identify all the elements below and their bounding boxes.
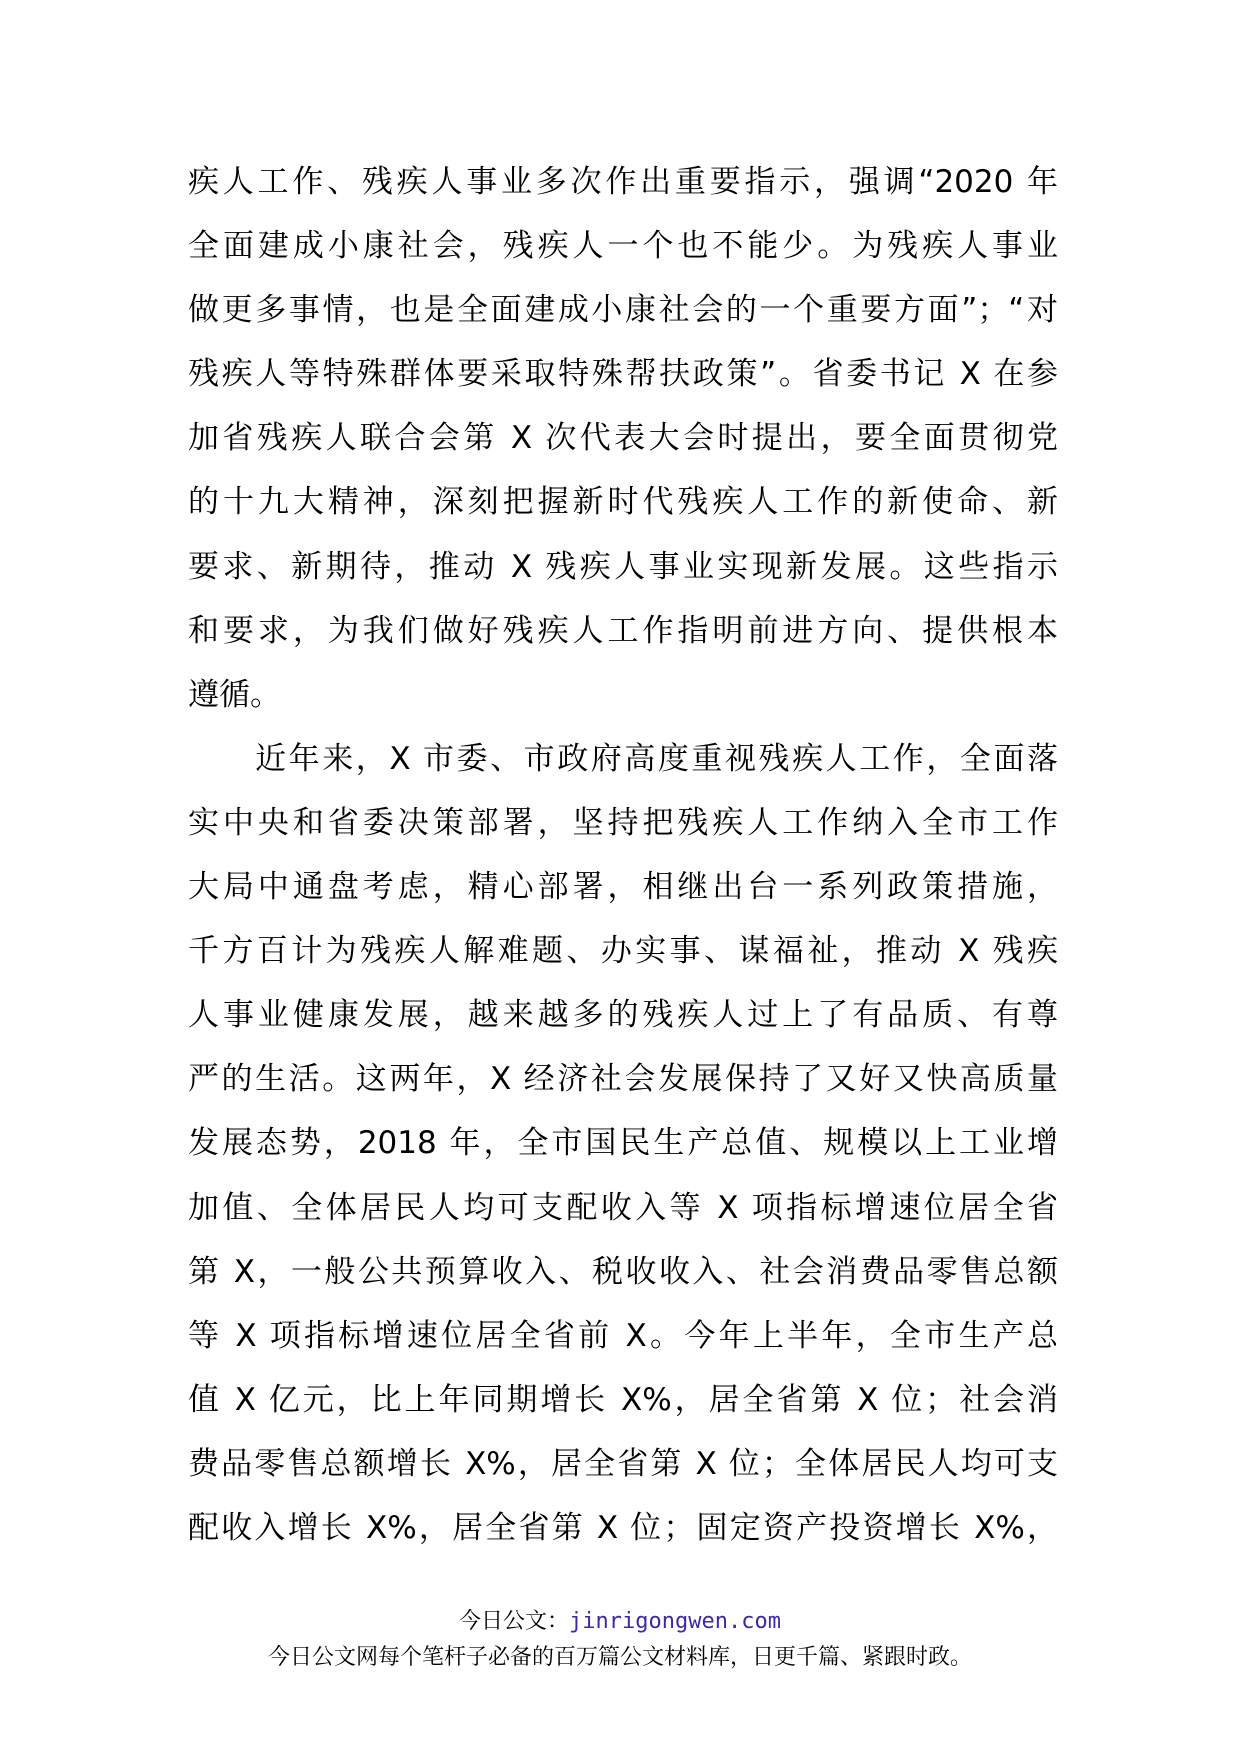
text-line: 第 X，一般公共预算收入、税收收入、社会消费品零售总额 bbox=[188, 1253, 1058, 1290]
footer-label: 今日公文： bbox=[459, 1609, 570, 1634]
footer-slogan: 今日公文网每个笔杆子必备的百万篇公文材料库，日更千篇、紧跟时政。 bbox=[267, 1645, 972, 1670]
paragraph-1 bbox=[188, 150, 1058, 727]
paragraph-2 bbox=[188, 727, 1058, 1560]
text-line: 大局中通盘考虑，精心部署，相继出台一系列政策措施， bbox=[188, 869, 1058, 906]
text-line: 全面建成小康社会，残疾人一个也不能少。为残疾人事业 bbox=[188, 228, 1058, 265]
document-body bbox=[188, 150, 1058, 1560]
text-line: 配收入增长 X%，居全省第 X 位；固定资产投资增长 X%， bbox=[188, 1509, 1058, 1546]
footer-url-link[interactable]: jinrigongwen.com bbox=[569, 1609, 781, 1634]
footer-source bbox=[0, 1606, 1240, 1638]
text-line: 人事业健康发展，越来越多的残疾人过上了有品质、有尊 bbox=[188, 997, 1058, 1034]
text-line: 和要求，为我们做好残疾人工作指明前进方向、提供根本 bbox=[188, 612, 1058, 649]
text-line: 严的生活。这两年，X 经济社会发展保持了又好又快高质量 bbox=[188, 1061, 1058, 1098]
text-line: 做更多事情，也是全面建成小康社会的一个重要方面”；“对 bbox=[188, 292, 1058, 329]
text-line: 千方百计为残疾人解难题、办实事、谋福祉，推动 X 残疾 bbox=[188, 933, 1058, 970]
text-line: 发展态势，2018 年，全市国民生产总值、规模以上工业增 bbox=[188, 1125, 1058, 1162]
text-line: 实中央和省委决策部署，坚持把残疾人工作纳入全市工作 bbox=[188, 804, 1058, 841]
text-line: 加值、全体居民人均可支配收入等 X 项指标增速位居全省 bbox=[188, 1189, 1058, 1226]
text-line: 残疾人等特殊群体要采取特殊帮扶政策”。省委书记 X 在参 bbox=[188, 356, 1058, 393]
text-line: 遵循。 bbox=[188, 676, 281, 713]
text-line: 等 X 项指标增速位居全省前 X。今年上半年，全市生产总 bbox=[188, 1317, 1058, 1354]
text-line: 疾人工作、残疾人事业多次作出重要指示，强调“2020 年 bbox=[188, 164, 1058, 200]
text-line: 费品零售总额增长 X%，居全省第 X 位；全体居民人均可支 bbox=[188, 1445, 1058, 1482]
text-line: 近年来，X 市委、市政府高度重视残疾人工作，全面落 bbox=[188, 740, 1058, 777]
text-line: 加省残疾人联合会第 X 次代表大会时提出，要全面贯彻党 bbox=[188, 420, 1058, 457]
text-line: 的十九大精神，深刻把握新时代残疾人工作的新使命、新 bbox=[188, 484, 1058, 521]
text-line: 要求、新期待，推动 X 残疾人事业实现新发展。这些指示 bbox=[188, 548, 1058, 585]
text-line: 值 X 亿元，比上年同期增长 X%，居全省第 X 位；社会消 bbox=[188, 1381, 1058, 1418]
